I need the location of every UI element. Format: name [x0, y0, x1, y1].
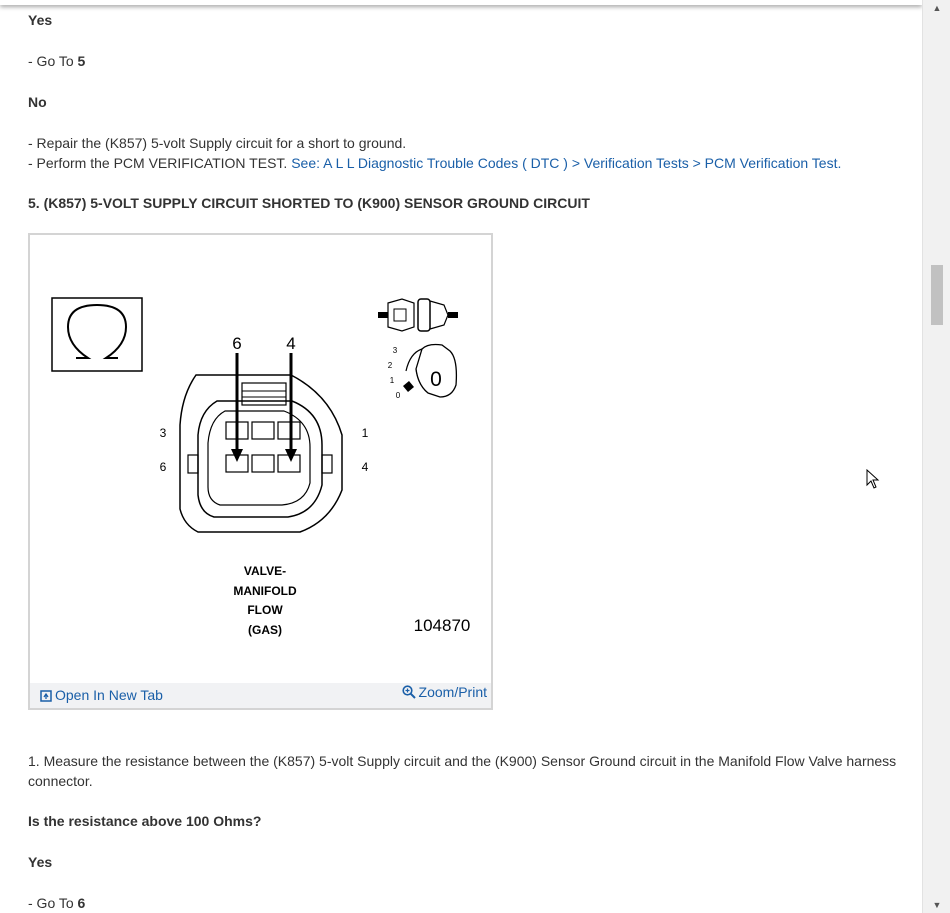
key-tick-3: 3 [392, 346, 398, 355]
yes-action-text: - Go To [28, 53, 78, 69]
caption-line-3: FLOW [247, 603, 283, 617]
figure-toolbar [30, 683, 491, 708]
key-tick-0: 0 [395, 391, 401, 400]
connector-icon [180, 375, 342, 532]
pin-label-left-lower: 6 [159, 460, 167, 474]
goto-step-number-step5: 6 [77, 895, 86, 911]
step-heading: 5. (K857) 5-VOLT SUPPLY CIRCUIT SHORTED TO (K900) SENSOR GROUND CIRCUIT [28, 195, 590, 211]
open-new-tab-icon [40, 690, 52, 702]
wiring-figure [28, 233, 493, 710]
ignition-key-icon [388, 345, 457, 401]
caption-line-4: (GAS) [248, 623, 282, 637]
caption-line-1: VALVE- [243, 564, 287, 578]
zoom-icon [402, 685, 416, 699]
open-new-tab-label: Open In New Tab [55, 687, 163, 703]
ignition-position: 0 [430, 368, 442, 391]
yes-label-step5: Yes [28, 854, 53, 870]
no-action-repair: - Repair the (K857) 5-volt Supply circuit for a short to ground. [28, 135, 407, 151]
pin-label-top-left: 6 [232, 334, 242, 353]
probe-arrows [231, 353, 297, 462]
omega-icon [52, 298, 142, 371]
yes-label: Yes [28, 12, 53, 28]
mouse-cursor-icon [866, 469, 880, 489]
scroll-down-icon[interactable]: ▼ [932, 900, 942, 910]
measure-instruction: 1. Measure the resistance between the (K857) 5-volt Supply circuit and the (K900) Sensor Ground circuit in the Manifold Flow Valve harness connector. [28, 753, 897, 789]
resistance-question: Is the resistance above 100 Ohms? [28, 813, 262, 829]
yes-action-step5 [28, 893, 85, 913]
zoom-print-link[interactable] [402, 684, 487, 701]
verification-test-link[interactable]: See: A L L Diagnostic Trouble Codes ( DTC ) > Verification Tests > PCM Verification Test. [291, 155, 842, 171]
caption-line-2: MANIFOLD [233, 584, 297, 598]
goto-step-number: 5 [77, 53, 86, 69]
scrollbar-thumb[interactable] [931, 265, 943, 325]
scroll-up-icon[interactable]: ▲ [932, 3, 942, 13]
top-header-bar [0, 0, 922, 5]
pin-label-top-right: 4 [286, 334, 296, 353]
no-label: No [28, 94, 47, 110]
open-new-tab-link[interactable] [40, 687, 163, 704]
yes-action [28, 51, 85, 71]
verify-text: - Perform the PCM VERIFICATION TEST. [28, 155, 292, 171]
vertical-scrollbar[interactable] [922, 0, 950, 913]
zoom-print-label: Zoom/Print [418, 684, 487, 700]
pin-label-right-upper: 1 [361, 426, 369, 440]
no-action-verify [28, 153, 841, 173]
pin-label-right-lower: 4 [361, 460, 369, 474]
yes-action-text-step5: - Go To [28, 895, 78, 911]
key-tick-1: 1 [389, 376, 395, 385]
figure-id: 104870 [413, 616, 471, 635]
harness-connector-icon [378, 299, 458, 331]
key-tick-2: 2 [387, 361, 393, 370]
pin-label-left-upper: 3 [159, 426, 167, 440]
connector-diagram [30, 235, 491, 685]
